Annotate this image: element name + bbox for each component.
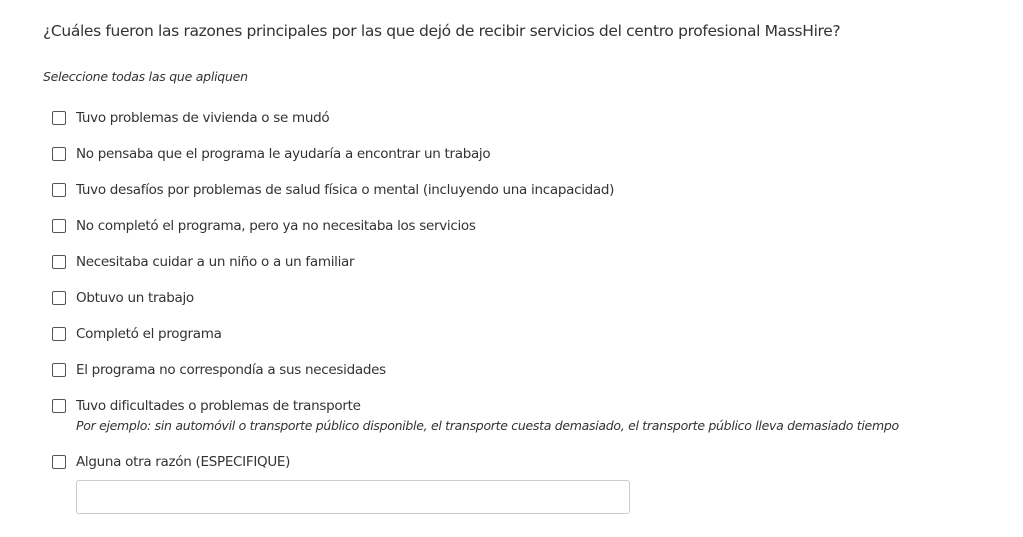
checkbox-health[interactable] xyxy=(52,183,66,197)
option-label[interactable]: Obtuvo un trabajo xyxy=(76,290,194,306)
option-label[interactable]: El programa no correspondía a sus necesidades xyxy=(76,362,386,378)
option-label[interactable]: Necesitaba cuidar a un niño o a un familiar xyxy=(76,254,355,270)
option-label[interactable]: Tuvo dificultades o problemas de transporte xyxy=(76,398,361,414)
specify-other-input[interactable] xyxy=(76,480,630,514)
checkbox-caregiving[interactable] xyxy=(52,255,66,269)
checkbox-got-job[interactable] xyxy=(52,291,66,305)
question-instruction: Seleccione todas las que apliquen xyxy=(43,69,248,84)
option-label[interactable]: Alguna otra razón (ESPECIFIQUE) xyxy=(76,454,291,470)
option-housing[interactable] xyxy=(52,109,899,145)
option-transportation[interactable] xyxy=(52,397,899,453)
option-health[interactable] xyxy=(52,181,899,217)
question-title: ¿Cuáles fueron las razones principales por las que dejó de recibir servicios del centro profesional MassHire? xyxy=(43,22,841,40)
checkbox-transportation[interactable] xyxy=(52,399,66,413)
checkbox-other[interactable] xyxy=(52,455,66,469)
option-not-completed[interactable] xyxy=(52,217,899,253)
option-completed[interactable] xyxy=(52,325,899,361)
option-label[interactable]: Tuvo problemas de vivienda o se mudó xyxy=(76,110,330,126)
option-label[interactable]: No completó el programa, pero ya no necesitaba los servicios xyxy=(76,218,476,234)
option-caregiving[interactable] xyxy=(52,253,899,289)
option-got-job[interactable] xyxy=(52,289,899,325)
option-label[interactable]: Tuvo desafíos por problemas de salud física o mental (incluyendo una incapacidad) xyxy=(76,182,615,198)
option-not-matching-needs[interactable] xyxy=(52,361,899,397)
option-hint: Por ejemplo: sin automóvil o transporte público disponible, el transporte cuesta demasiado, el transporte público lleva demasiado tiempo xyxy=(76,418,899,433)
option-program-not-helpful[interactable] xyxy=(52,145,899,181)
checkbox-not-completed[interactable] xyxy=(52,219,66,233)
checkbox-not-matching-needs[interactable] xyxy=(52,363,66,377)
checkbox-housing[interactable] xyxy=(52,111,66,125)
option-label[interactable]: Completó el programa xyxy=(76,326,222,342)
options-list xyxy=(52,109,899,489)
checkbox-program-not-helpful[interactable] xyxy=(52,147,66,161)
option-label[interactable]: No pensaba que el programa le ayudaría a encontrar un trabajo xyxy=(76,146,491,162)
checkbox-completed[interactable] xyxy=(52,327,66,341)
